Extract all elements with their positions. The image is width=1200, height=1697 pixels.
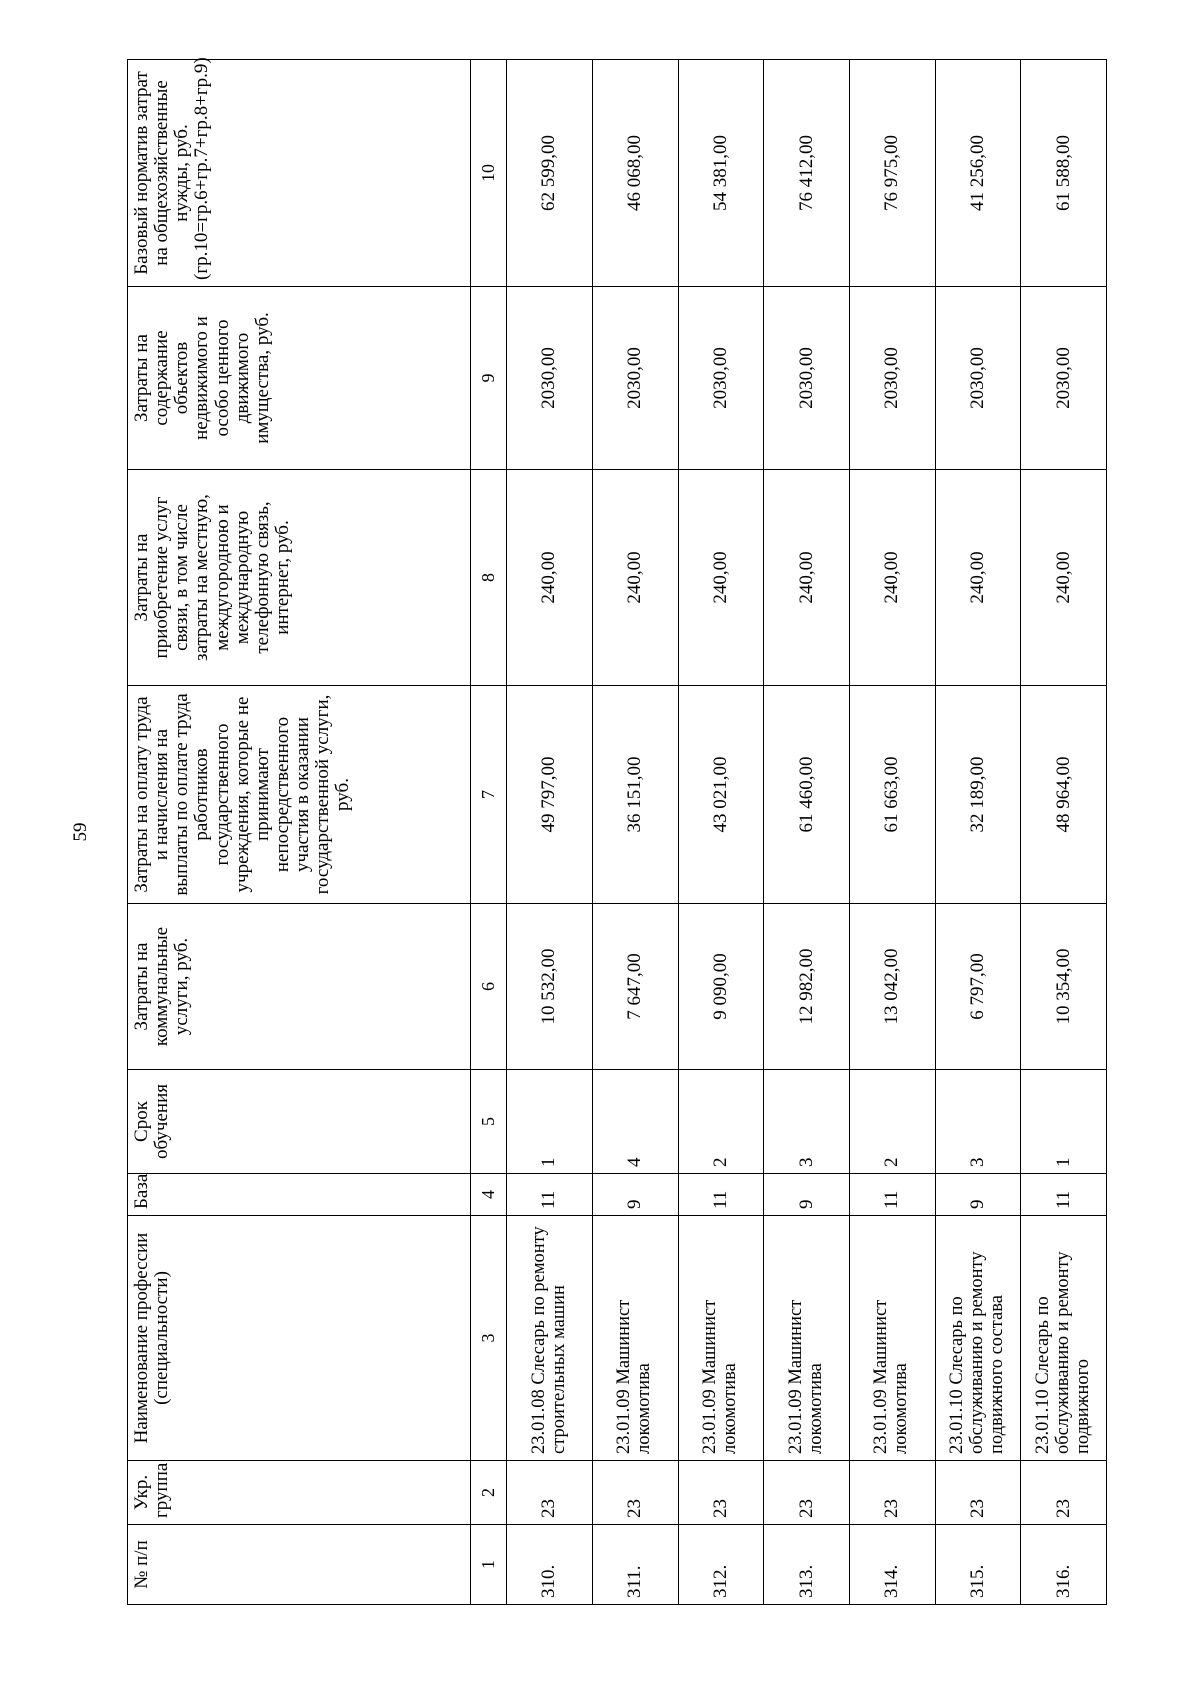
property-cell: 2030,00 xyxy=(849,287,935,470)
base-cell: 9 xyxy=(592,1174,678,1216)
labor-cell: 61 460,00 xyxy=(764,686,850,904)
header-cell: Затраты на оплату труда и начисления на выплаты по оплате труда работников государственного учреждения, которые не принимают непосредственного участия в оказании государственной услуги, руб. xyxy=(128,686,471,904)
communication-cell: 240,00 xyxy=(849,470,935,686)
column-number: 6 xyxy=(470,904,506,1070)
header-cell: Укр. группа xyxy=(128,1461,471,1525)
term-cell: 1 xyxy=(1021,1070,1107,1174)
row-number: 314. xyxy=(849,1525,935,1605)
profession-cell: 23.01.09 Машинист локомотива xyxy=(764,1216,850,1461)
column-number: 3 xyxy=(470,1216,506,1461)
total-cell: 76 412,00 xyxy=(764,60,850,287)
utilities-cell: 9 090,00 xyxy=(678,904,764,1070)
profession-cell: 23.01.10 Слесарь по обслуживанию и ремонту подвижного xyxy=(1021,1216,1107,1461)
table-header-row xyxy=(128,60,471,1605)
row-number: 315. xyxy=(935,1525,1021,1605)
rotated-table-container xyxy=(127,57,1107,1605)
total-cell: 61 588,00 xyxy=(1021,60,1107,287)
term-cell: 2 xyxy=(678,1070,764,1174)
labor-cell: 43 021,00 xyxy=(678,686,764,904)
column-number: 9 xyxy=(470,287,506,470)
base-cell: 11 xyxy=(1021,1174,1107,1216)
header-cell: База xyxy=(128,1174,471,1216)
column-number: 2 xyxy=(470,1461,506,1525)
header-cell: № п/п xyxy=(128,1525,471,1605)
total-cell: 76 975,00 xyxy=(849,60,935,287)
base-cell: 11 xyxy=(849,1174,935,1216)
table-row xyxy=(849,60,935,1605)
property-cell: 2030,00 xyxy=(1021,287,1107,470)
term-cell: 1 xyxy=(507,1070,593,1174)
property-cell: 2030,00 xyxy=(935,287,1021,470)
total-cell: 41 256,00 xyxy=(935,60,1021,287)
term-cell: 3 xyxy=(935,1070,1021,1174)
column-number: 5 xyxy=(470,1070,506,1174)
base-cell: 11 xyxy=(507,1174,593,1216)
group-cell: 23 xyxy=(764,1461,850,1525)
header-cell: Затраты на приобретение услуг связи, в том числе затраты на местную, междугородною и международную телефонную связь, интернет, руб. xyxy=(128,470,471,686)
profession-cell: 23.01.10 Слесарь по обслуживанию и ремонту подвижного состава xyxy=(935,1216,1021,1461)
row-number: 316. xyxy=(1021,1525,1107,1605)
header-cell: Базовый норматив затрат на общехозяйственные нужды, руб. (гр.10=гр.6+гр.7+гр.8+гр.9) xyxy=(128,60,471,287)
term-cell: 3 xyxy=(764,1070,850,1174)
labor-cell: 61 663,00 xyxy=(849,686,935,904)
labor-cell: 49 797,00 xyxy=(507,686,593,904)
communication-cell: 240,00 xyxy=(1021,470,1107,686)
group-cell: 23 xyxy=(849,1461,935,1525)
profession-cell: 23.01.09 Машинист локомотива xyxy=(849,1216,935,1461)
row-number: 310. xyxy=(507,1525,593,1605)
header-cell: Наименование профессии (специальности) xyxy=(128,1216,471,1461)
group-cell: 23 xyxy=(592,1461,678,1525)
labor-cell: 36 151,00 xyxy=(592,686,678,904)
labor-cell: 32 189,00 xyxy=(935,686,1021,904)
communication-cell: 240,00 xyxy=(678,470,764,686)
table-row xyxy=(935,60,1021,1605)
utilities-cell: 10 532,00 xyxy=(507,904,593,1070)
communication-cell: 240,00 xyxy=(507,470,593,686)
profession-cell: 23.01.08 Слесарь по ремонту строительных машин xyxy=(507,1216,593,1461)
utilities-cell: 10 354,00 xyxy=(1021,904,1107,1070)
column-number: 10 xyxy=(470,60,506,287)
communication-cell: 240,00 xyxy=(592,470,678,686)
total-cell: 54 381,00 xyxy=(678,60,764,287)
row-number: 312. xyxy=(678,1525,764,1605)
table-row xyxy=(678,60,764,1605)
cost-norms-table xyxy=(127,59,1107,1605)
term-cell: 2 xyxy=(849,1070,935,1174)
labor-cell: 48 964,00 xyxy=(1021,686,1107,904)
page-number: 59 xyxy=(70,822,91,842)
utilities-cell: 12 982,00 xyxy=(764,904,850,1070)
table-row xyxy=(592,60,678,1605)
utilities-cell: 6 797,00 xyxy=(935,904,1021,1070)
table-row xyxy=(764,60,850,1605)
header-cell: Затраты на содержание объектов недвижимого и особо ценного движимого имущества, руб. xyxy=(128,287,471,470)
group-cell: 23 xyxy=(507,1461,593,1525)
group-cell: 23 xyxy=(1021,1461,1107,1525)
utilities-cell: 7 647,00 xyxy=(592,904,678,1070)
column-number: 4 xyxy=(470,1174,506,1216)
property-cell: 2030,00 xyxy=(764,287,850,470)
header-cell: Затраты на коммунальные услуги, руб. xyxy=(128,904,471,1070)
total-cell: 62 599,00 xyxy=(507,60,593,287)
communication-cell: 240,00 xyxy=(935,470,1021,686)
base-cell: 9 xyxy=(935,1174,1021,1216)
group-cell: 23 xyxy=(935,1461,1021,1525)
profession-cell: 23.01.09 Машинист локомотива xyxy=(592,1216,678,1461)
property-cell: 2030,00 xyxy=(678,287,764,470)
total-cell: 46 068,00 xyxy=(592,60,678,287)
column-number: 1 xyxy=(470,1525,506,1605)
communication-cell: 240,00 xyxy=(764,470,850,686)
row-number: 313. xyxy=(764,1525,850,1605)
base-cell: 11 xyxy=(678,1174,764,1216)
header-cell: Срок обучения xyxy=(128,1070,471,1174)
column-number: 8 xyxy=(470,470,506,686)
base-cell: 9 xyxy=(764,1174,850,1216)
property-cell: 2030,00 xyxy=(507,287,593,470)
row-number: 311. xyxy=(592,1525,678,1605)
term-cell: 4 xyxy=(592,1070,678,1174)
profession-cell: 23.01.09 Машинист локомотива xyxy=(678,1216,764,1461)
table-row xyxy=(1021,60,1107,1605)
column-number-row xyxy=(470,60,506,1605)
utilities-cell: 13 042,00 xyxy=(849,904,935,1070)
column-number: 7 xyxy=(470,686,506,904)
group-cell: 23 xyxy=(678,1461,764,1525)
property-cell: 2030,00 xyxy=(592,287,678,470)
table-row xyxy=(507,60,593,1605)
